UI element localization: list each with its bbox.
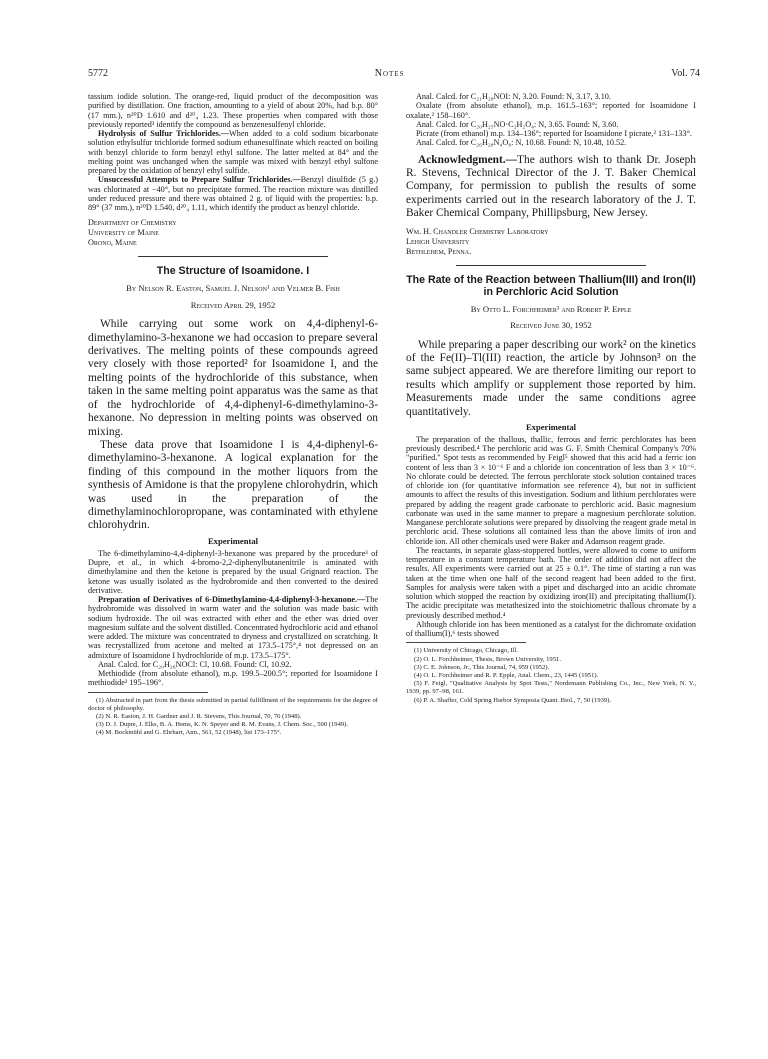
acknowledgment-heading: Acknowledgment.—: [418, 153, 518, 166]
address-line: University of Maine: [88, 228, 159, 238]
hydrolysis-text: When added to a cold sodium bicarbonate solution ethylsulfur trichloride formed sodium ethanesulfinate which reacted on boiling with benzyl chloride to form benzyl ethyl sulfone. The latter melted at 84° and the melting point was unchanged when the sample was mixed with benzyl ethyl sulfone prepared by the oxidation of benzyl ethyl sulfide.: [88, 129, 379, 175]
preparation-paragraph: [88, 595, 378, 660]
methiodide-paragraph: Methiodide (from absolute ethanol), m.p. 199.5–200.5°; reported for Isoamidone I methiodide² 195–196°.: [88, 669, 378, 688]
analysis-paragraph: Anal. Calcd. for C₂₁H₂₈NOI: N, 3.20. Found: N, 3.17, 3.10.: [416, 92, 611, 101]
address-line: Department of Chemistry: [88, 218, 177, 228]
experimental-paragraph: The 6-dimethylamino-4,4-diphenyl-3-hexanone was prepared by the procedure³ of Dupre, et al., in which 4-bromo-2,2-diphenylbutanenitrile is aminated with dimethylamine and then the ketone is prepared by the usual Grignard reaction. The ketone was usually isolated as the hydrobromide and then converted to the desired derivative.: [88, 548, 378, 595]
footnote: (1) Abstracted in part from the thesis submitted in partial fulfillment of the requirements for the degree of doctor of philosophy.: [88, 696, 378, 712]
footnote: (1) University of Chicago, Chicago, Ill.: [414, 647, 519, 655]
address-line: Orono, Maine: [88, 238, 137, 248]
experimental-paragraph: The reactants, in separate glass-stoppered bottles, were allowed to come to uniform temperature in a constant temperature bath. The order of addition did not affect the results. All experiments were carried out at 25 ± 0.1°. The time of starting a run was taken at the time when one half of the second reagent had been added to the first. Samples for analysis were taken with a pipet and discharged into an acidic chromate solution which stopped the reaction by oxidizing iron(II) and precipitating thallium(I). The acidic precipitate was metathesized into the stoichiometric thallous chromate by a previously described method.⁴: [406, 545, 696, 620]
section-title: Notes: [374, 67, 405, 79]
hydrolysis-heading: Hydrolysis of Sulfur Trichlorides.—: [98, 129, 230, 138]
unsuccessful-heading: Unsuccessful Attempts to Prepare Sulfur Trichlorides.—: [98, 175, 301, 185]
footnote: (6) P. A. Shaffer, Cold Spring Harbor Symposia Quant. Biol., 7, 50 (1939).: [414, 696, 612, 704]
experimental-heading: Experimental: [525, 421, 577, 432]
address-line: Wm. H. Chandler Chemistry Laboratory: [406, 226, 549, 236]
acknowledgment-text: The authors wish to thank Dr. Joseph R. Stevens, Technical Director of the J. T. Baker Chemical Company, for permission to publish the results of some experiments carried out in the research laboratory of the J. T. Baker Chemical Company, Phillipsburg, New Jersey.: [406, 153, 696, 220]
received-date: Received June 30, 1952: [510, 320, 592, 331]
oxalate-paragraph: Oxalate (from absolute ethanol), m.p. 161.5–163°; reported for Isoamidone I oxalate,² 158–160°.: [406, 101, 696, 120]
picrate-paragraph: Picrate (from ethanol) m.p. 134–136°; reported for Isoamidone I picrate,² 131–133°.: [416, 129, 692, 138]
article-title: The Rate of the Reaction between Thallium(III) and Iron(II) in Perchloric Acid Solution: [406, 273, 696, 298]
body-paragraph: While preparing a paper describing our work² on the kinetics of the Fe(II)–Tl(III) reaction, the article by Johnson³ on the same subject appeared. We are therefore limiting our report to results which amplify or supplement those reported by him. Measurements made under the same conditions agree quantitatively.: [406, 338, 696, 418]
unsuccessful-text: Benzyl disulfide (5 g.) was chlorinated at −40°, but no precipitate formed. The reaction mixture was distilled under reduced pressure and there was obtained 2 g. of liquid with the properties: b.p. 89° (37 mm.), n²⁰D 1.540, d²⁰₄ 1.11, which identify the product as benzyl chloride.: [88, 175, 379, 212]
footnote: (5) F. Feigl, "Qualitative Analysis by Spot Tests," Nordemann Publishing Co., Inc., New York, N. Y., 1939, pp. 97–98, 161.: [406, 680, 696, 696]
received-date: Received April 29, 1952: [190, 299, 276, 310]
address-line: Bethlehem, Penna.: [406, 246, 472, 256]
footnote: (3) C. E. Johnson, Jr., This Journal, 74, 959 (1952).: [414, 663, 550, 671]
footnote: (4) O. L. Forchheimer and R. P. Epple, Anal. Chem., 23, 1445 (1951).: [414, 672, 599, 680]
author-address: [406, 227, 696, 257]
experimental-paragraph: The preparation of the thallous, thallic, ferrous and ferric perchlorates has been previously described.⁴ The perchloric acid was G. F. Smith Chemical Company's 70% "purified." Spot tests as recommended by Feigl⁵ showed that this acid had a ferric ion content of less than 3 × 10⁻⁶ F and a chloride ion concentration of less than 3 × 10⁻⁶. No chlorate could be detected. The ferrous perchlorate stock solution contained traces of chloride ion (for quantitative information see reference 4), but not in sufficient amounts to affect the results of this investigation. Sodium and lithium perchlorates were prepared by adding the reagent grade carbonate to perchloric acid. Basic magnesium carbonate was used in the same manner to prepare a magnesium perchlorate solution. Manganese perchlorate solutions were prepared by dissolving the reagent grade metal in perchloric acid. These solutions all contained less than the above limits of iron and chloride ion. All other chemicals used were Baker and Adamson reagent grade.: [406, 434, 696, 546]
unsuccessful-paragraph: [88, 175, 378, 212]
left-column: [88, 92, 378, 738]
footnote-divider: [406, 642, 526, 643]
body-paragraph: These data prove that Isoamidone I is 4,4-diphenyl-6-dimethylamino-3-hexanone. A logical explanation for the finding of this compound in the mother liquors from the synthesis of Amidone is that the propylene chlorohydrin, which was used in the preparation of the dimethylaminochloropropane, was contaminated with ethylene chlorohydrin.: [88, 438, 378, 532]
author-address: [88, 218, 378, 248]
article-byline: By Nelson R. Easton, Samuel J. Nelson¹ and Velmer B. Fish: [126, 283, 340, 294]
article-byline: By Otto L. Forchheimer¹ and Robert P. Epple: [470, 303, 632, 314]
address-line: Lehigh University: [406, 236, 470, 246]
running-head: [88, 66, 700, 80]
page-number: 5772: [88, 67, 108, 79]
body-paragraph: While carrying out some work on 4,4-diphenyl-6-dimethylamino-3-hexanone we had occasion to prepare several derivatives. The melting points of these compounds agreed very closely with those reported² for Isoamidone I, and the melting points of the hydrochloride of this substance, when taken in the same melting point apparatus was the same as that of the hydrochloride of 4,4-diphenyl-6-dimethylamino-3-hexanone. No depression in melting points was observed on mixing.: [88, 318, 378, 438]
footnote-divider: [88, 692, 208, 693]
analysis-paragraph: Anal. Calcd. for C₂₀H₂₆NOCl: Cl, 10.68. Found: Cl, 10.92.: [98, 659, 292, 669]
footnote: (2) N. R. Easton, J. H. Gardner and J. R. Stevens, This Journal, 70, 76 (1948).: [96, 712, 302, 720]
volume-label: Vol. 74: [671, 67, 700, 79]
article-divider: [456, 265, 646, 266]
hydrolysis-paragraph: [88, 129, 378, 175]
analysis-paragraph: Anal. Calcd. for C₂₆H₂₈N₄O₈: N, 10.68. Found: N, 10.48, 10.52.: [416, 138, 627, 148]
preparation-heading: Preparation of Derivatives of 6-Dimethylamino-4,4-diphenyl-3-hexanone.—: [98, 595, 366, 604]
footnote: (3) D. J. Dupre, J. Elks, B. A. Hems, K. N. Speyer and R. M. Evans, J. Chem. Soc., 500 (1949).: [96, 721, 349, 729]
experimental-paragraph: Although chloride ion has been mentioned as a catalyst for the dichromate oxidation of thallium(I),⁶ tests showed: [406, 619, 696, 639]
article-divider: [138, 256, 328, 257]
continued-paragraph: tassium iodide solution. The orange-red, liquid product of the decomposition was purified by distillation. One fraction, amounting to a yield of about 20%, had b.p. 80° (17 mm.), n²⁰D 1.610 and d²⁰₄ 1.23. These properties when compared with those previously reported³ identify the compound as benzenesulfenyl chloride.: [88, 92, 378, 129]
footnote: (4) M. Bockmühl and G. Ehrhart, Ann., 561, 52 (1948), list 173–175°.: [96, 729, 282, 737]
experimental-heading: Experimental: [207, 535, 259, 546]
footnote: (2) O. L. Forchheimer, Thesis, Brown University, 1951.: [414, 655, 561, 663]
right-column: [406, 92, 696, 705]
article-title: The Structure of Isoamidone. I: [156, 265, 310, 278]
analysis-paragraph: Anal. Calcd. for C₂₀H₂₅NO·C₂H₂O₄: N, 3.65. Found: N, 3.60.: [416, 119, 619, 129]
preparation-text: The hydrobromide was dissolved in warm water and the solution was made basic with sodium hydroxide. The oil was extracted with ether and the ether was dried over magnesium sulfate and the solvent distilled. Concentrated hydrochloric acid and ethanol were added. The mixture was concentrated to dryness and crystallized on scratching. It was recrystallized from acetone and melted at 173.5–175°,⁴ not depressed on an admixture of Isoamidone I hydrochloride of m.p. 173.5–175°.: [88, 595, 378, 660]
acknowledgment-paragraph: [406, 154, 696, 221]
